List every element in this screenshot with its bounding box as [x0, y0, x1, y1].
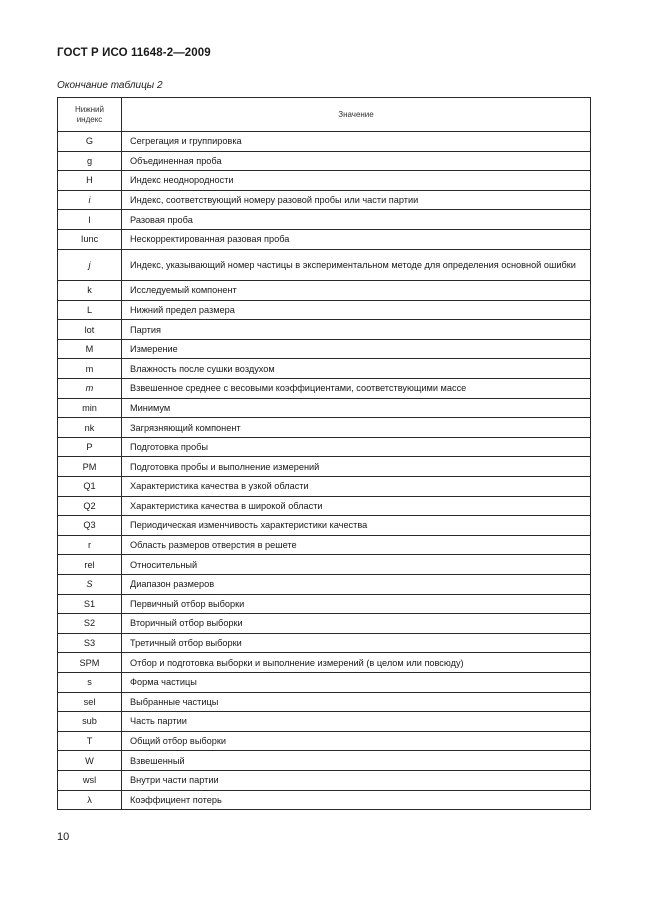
subscript-cell: SPM — [58, 653, 122, 673]
subscript-cell: Q1 — [58, 477, 122, 497]
col-header-subscript-label: Нижний индекс — [75, 104, 104, 124]
meaning-cell: Форма частицы — [122, 672, 591, 692]
table-row — [58, 731, 591, 751]
meaning-cell: Третичный отбор выборки — [122, 633, 591, 653]
meaning-cell: Подготовка пробы — [122, 437, 591, 457]
subscript-cell: PM — [58, 457, 122, 477]
table-row — [58, 249, 591, 281]
table-row — [58, 457, 591, 477]
meaning-cell: Область размеров отверстия в решете — [122, 535, 591, 555]
table-row — [58, 418, 591, 438]
col-header-subscript — [58, 98, 122, 132]
table-row — [58, 574, 591, 594]
meaning-cell: Нижний предел размера — [122, 300, 591, 320]
subscript-cell: S — [58, 574, 122, 594]
meaning-cell: Первичный отбор выборки — [122, 594, 591, 614]
meaning-cell: Объединенная проба — [122, 151, 591, 171]
table-row — [58, 300, 591, 320]
meaning-cell: Характеристика качества в узкой области — [122, 477, 591, 497]
table-row — [58, 790, 591, 810]
meaning-cell: Вторичный отбор выборки — [122, 614, 591, 634]
subscript-cell: rel — [58, 555, 122, 575]
table-row — [58, 359, 591, 379]
table-row — [58, 210, 591, 230]
subscript-table — [57, 97, 591, 810]
subscript-cell: r — [58, 535, 122, 555]
meaning-cell: Загрязняющий компонент — [122, 418, 591, 438]
subscript-cell: min — [58, 398, 122, 418]
subscript-cell: sel — [58, 692, 122, 712]
table-row — [58, 770, 591, 790]
meaning-cell: Партия — [122, 320, 591, 340]
subscript-cell: lot — [58, 320, 122, 340]
subscript-cell: k — [58, 281, 122, 301]
meaning-cell: Периодическая изменчивость характеристики качества — [122, 516, 591, 536]
table-row — [58, 594, 591, 614]
subscript-cell: i — [58, 190, 122, 210]
table-row — [58, 496, 591, 516]
subscript-cell: P — [58, 437, 122, 457]
meaning-cell: Индекс, указывающий номер частицы в экспериментальном методе для определения основной ошибки — [122, 249, 591, 281]
subscript-cell: T — [58, 731, 122, 751]
meaning-cell: Относительный — [122, 555, 591, 575]
subscript-cell: H — [58, 171, 122, 191]
subscript-cell: G — [58, 132, 122, 152]
meaning-cell: Влажность после сушки воздухом — [122, 359, 591, 379]
table-row — [58, 516, 591, 536]
subscript-cell: W — [58, 751, 122, 771]
table-row — [58, 633, 591, 653]
table-row — [58, 712, 591, 732]
table-row — [58, 437, 591, 457]
table-row — [58, 281, 591, 301]
col-header-meaning — [122, 98, 591, 132]
table-row — [58, 171, 591, 191]
subscript-cell: S1 — [58, 594, 122, 614]
meaning-cell: Отбор и подготовка выборки и выполнение измерений (в целом или повсюду) — [122, 653, 591, 673]
table-row — [58, 535, 591, 555]
meaning-cell: Подготовка пробы и выполнение измерений — [122, 457, 591, 477]
table-row — [58, 339, 591, 359]
col-header-meaning-label: Значение — [338, 109, 374, 119]
meaning-cell: Характеристика качества в широкой области — [122, 496, 591, 516]
table-row — [58, 555, 591, 575]
table-row — [58, 477, 591, 497]
table-row — [58, 379, 591, 399]
table-row — [58, 190, 591, 210]
table-row — [58, 320, 591, 340]
meaning-cell: Сегрегация и группировка — [122, 132, 591, 152]
table-row — [58, 229, 591, 249]
table-row — [58, 653, 591, 673]
meaning-cell: Разовая проба — [122, 210, 591, 230]
table-row — [58, 151, 591, 171]
meaning-cell: Часть партии — [122, 712, 591, 732]
subscript-cell: Q2 — [58, 496, 122, 516]
meaning-cell: Взвешенный — [122, 751, 591, 771]
subscript-cell: s — [58, 672, 122, 692]
meaning-cell: Индекс, соответствующий номеру разовой пробы или части партии — [122, 190, 591, 210]
meaning-cell: Минимум — [122, 398, 591, 418]
meaning-cell: Выбранные частицы — [122, 692, 591, 712]
meaning-cell: Измерение — [122, 339, 591, 359]
subscript-cell: I — [58, 210, 122, 230]
subscript-cell: Q3 — [58, 516, 122, 536]
subscript-cell: λ — [58, 790, 122, 810]
subscript-cell: Iunc — [58, 229, 122, 249]
table-header-row — [58, 98, 591, 132]
table-row — [58, 751, 591, 771]
table-row — [58, 692, 591, 712]
meaning-cell: Нескорректированная разовая проба — [122, 229, 591, 249]
document-standard-header: ГОСТ Р ИСО 11648-2—2009 — [57, 47, 211, 59]
subscript-cell: M — [58, 339, 122, 359]
subscript-cell: m — [58, 379, 122, 399]
table-row — [58, 398, 591, 418]
subscript-cell: wsl — [58, 770, 122, 790]
subscript-cell: nk — [58, 418, 122, 438]
meaning-cell: Исследуемый компонент — [122, 281, 591, 301]
subscript-cell: S3 — [58, 633, 122, 653]
meaning-cell: Внутри части партии — [122, 770, 591, 790]
page-number: 10 — [57, 831, 70, 843]
subscript-cell: S2 — [58, 614, 122, 634]
subscript-cell: sub — [58, 712, 122, 732]
table-row — [58, 672, 591, 692]
meaning-cell: Взвешенное среднее с весовыми коэффициентами, соответствующими массе — [122, 379, 591, 399]
table-row — [58, 614, 591, 634]
subscript-cell: g — [58, 151, 122, 171]
meaning-cell: Общий отбор выборки — [122, 731, 591, 751]
table-row — [58, 132, 591, 152]
subscript-cell: j — [58, 249, 122, 281]
meaning-cell: Индекс неоднородности — [122, 171, 591, 191]
meaning-cell: Диапазон размеров — [122, 574, 591, 594]
subscript-cell: L — [58, 300, 122, 320]
meaning-cell: Коэффициент потерь — [122, 790, 591, 810]
subscript-cell: m — [58, 359, 122, 379]
table-caption: Окончание таблицы 2 — [57, 80, 163, 91]
